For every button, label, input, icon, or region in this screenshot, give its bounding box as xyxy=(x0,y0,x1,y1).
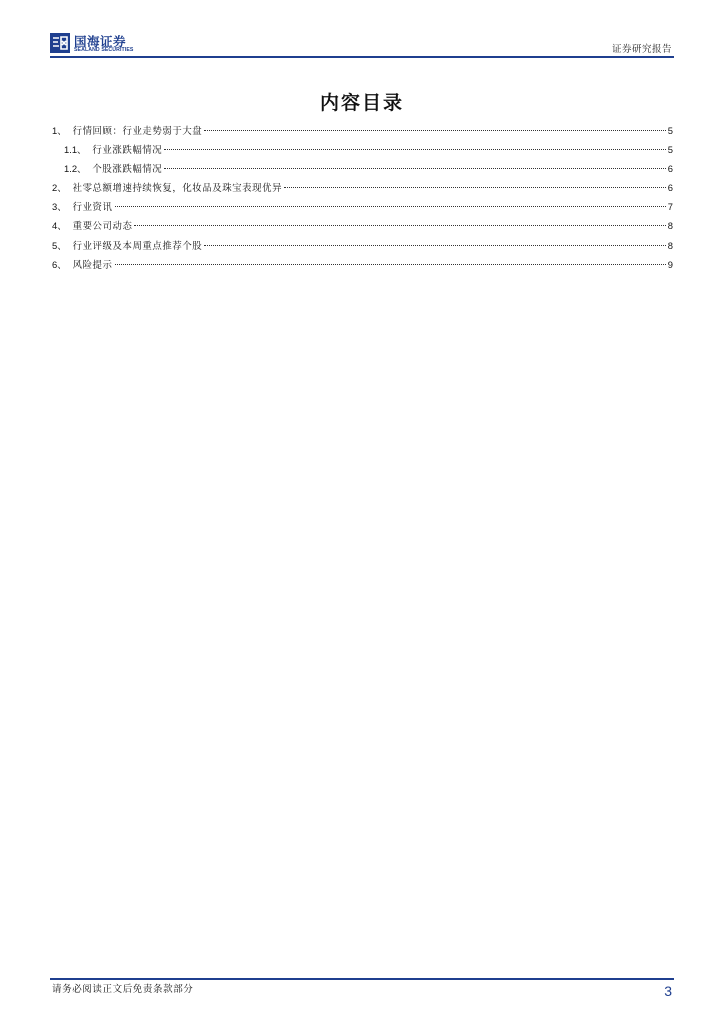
toc-entry-page: 7 xyxy=(667,201,673,213)
footer-divider xyxy=(50,978,674,980)
toc-entry-page: 6 xyxy=(667,163,673,175)
table-of-contents xyxy=(52,121,673,274)
toc-leader-dots xyxy=(204,130,666,131)
toc-entry-1-2[interactable] xyxy=(52,159,673,178)
toc-entry-3[interactable] xyxy=(52,197,673,216)
toc-leader-dots xyxy=(284,187,666,188)
page-header xyxy=(50,28,674,58)
toc-entry-number: 5、 xyxy=(52,239,67,251)
toc-entry-6[interactable] xyxy=(52,255,673,274)
toc-entry-number: 2、 xyxy=(52,182,67,194)
logo-chinese-text: 国海证券 xyxy=(74,34,127,49)
logo-english-text: SEALAND SECURITIES xyxy=(74,47,134,53)
toc-entry-number: 4、 xyxy=(52,220,67,232)
toc-leader-dots xyxy=(115,206,666,207)
toc-leader-dots xyxy=(204,245,666,246)
toc-entry-label: 风险提示 xyxy=(72,259,113,271)
toc-leader-dots xyxy=(134,225,665,226)
toc-entry-label: 行业评级及本周重点推荐个股 xyxy=(72,240,203,252)
toc-entry-page: 9 xyxy=(667,258,673,270)
toc-entry-label: 行业涨跌幅情况 xyxy=(92,145,163,157)
toc-entry-page: 8 xyxy=(667,239,673,251)
toc-entry-page: 5 xyxy=(667,144,673,156)
company-logo xyxy=(50,33,170,55)
report-type-label: 证券研究报告 xyxy=(611,44,672,55)
toc-entry-number: 3、 xyxy=(52,201,67,213)
toc-entry-page: 6 xyxy=(667,182,673,194)
header-divider xyxy=(50,56,674,58)
disclaimer-note: 请务必阅读正文后免责条款部分 xyxy=(52,984,194,995)
toc-entry-number: 1、 xyxy=(52,125,67,136)
toc-leader-dots xyxy=(164,168,666,169)
toc-title: 内容目录 xyxy=(319,92,404,114)
toc-entry-label: 行业资讯 xyxy=(72,202,113,214)
toc-entry-page: 8 xyxy=(667,220,673,232)
toc-entry-number: 6、 xyxy=(52,258,67,270)
toc-entry-5[interactable] xyxy=(52,236,673,255)
toc-entry-2[interactable] xyxy=(52,178,673,197)
toc-entry-label: 重要公司动态 xyxy=(72,221,133,233)
toc-entry-1[interactable] xyxy=(52,121,673,140)
toc-entry-number: 1.2、 xyxy=(64,163,87,175)
toc-entry-label: 行情回顾：行业走势弱于大盘 xyxy=(72,126,203,137)
sealand-logo-icon xyxy=(50,33,70,53)
toc-entry-page: 5 xyxy=(667,125,673,136)
toc-leader-dots xyxy=(115,264,666,265)
toc-entry-1-1[interactable] xyxy=(52,140,673,159)
toc-entry-4[interactable] xyxy=(52,216,673,235)
toc-entry-label: 社零总额增速持续恢复，化妆品及珠宝表现优异 xyxy=(72,183,283,195)
page-number: 3 xyxy=(664,983,672,999)
toc-leader-dots xyxy=(164,149,666,150)
toc-entry-number: 1.1、 xyxy=(64,144,87,156)
toc-entry-label: 个股涨跌幅情况 xyxy=(92,164,163,176)
